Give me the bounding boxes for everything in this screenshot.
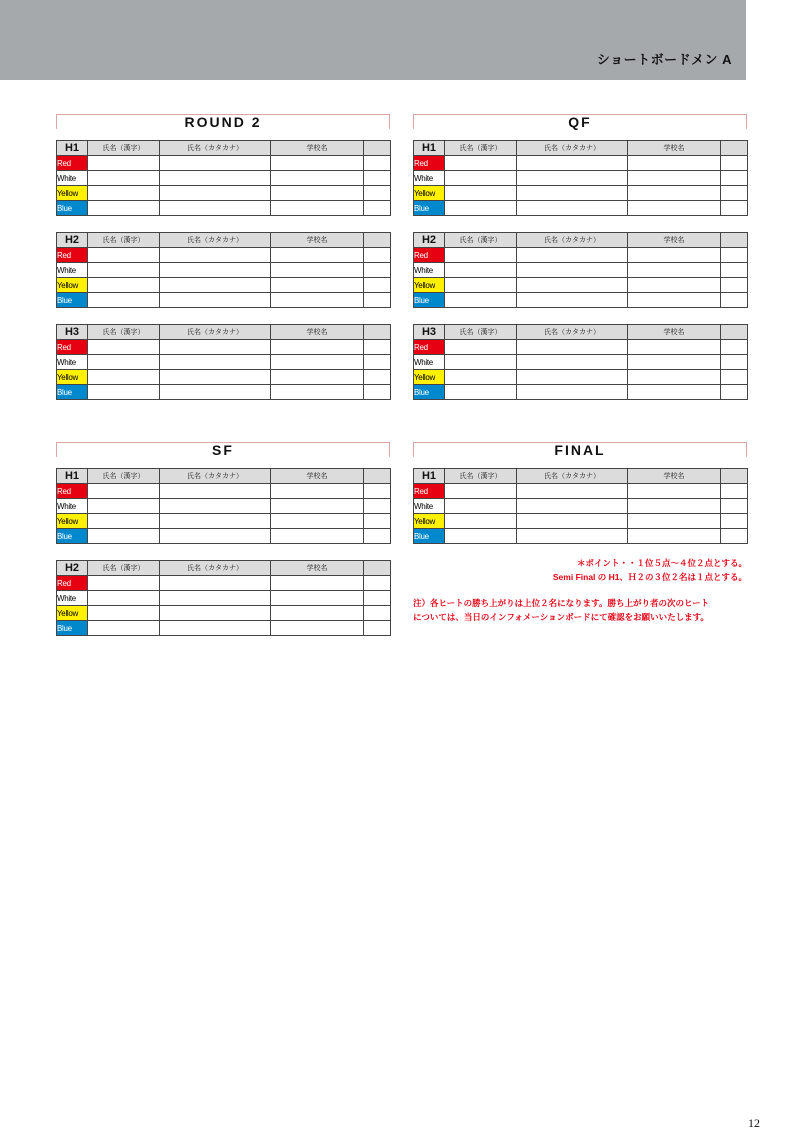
- entry-cell[interactable]: [721, 514, 748, 529]
- table-row: [57, 576, 391, 591]
- column-header: 氏名（カタカナ）: [160, 561, 271, 576]
- section-title-text: SF: [212, 442, 234, 458]
- entry-cell[interactable]: [364, 293, 391, 308]
- column-header: 学校名: [628, 141, 721, 156]
- column-header: 氏名（カタカナ）: [160, 233, 271, 248]
- entry-cell[interactable]: [721, 156, 748, 171]
- entry-cell[interactable]: [364, 621, 391, 636]
- entry-cell[interactable]: [721, 355, 748, 370]
- entry-cell[interactable]: [160, 529, 271, 544]
- entry-cell[interactable]: [160, 156, 271, 171]
- entry-cell[interactable]: [628, 484, 721, 499]
- heat-label: H1: [414, 469, 445, 484]
- table-row: [414, 484, 748, 499]
- entry-cell[interactable]: [445, 263, 517, 278]
- entry-cell[interactable]: [721, 484, 748, 499]
- table-row: [414, 370, 748, 385]
- table-row: [414, 263, 748, 278]
- entry-cell[interactable]: [445, 248, 517, 263]
- entry-cell[interactable]: [88, 248, 160, 263]
- table-row: [57, 370, 391, 385]
- entry-cell[interactable]: [88, 293, 160, 308]
- entry-cell[interactable]: [364, 529, 391, 544]
- entry-cell[interactable]: [721, 248, 748, 263]
- entry-cell[interactable]: [628, 201, 721, 216]
- entry-cell[interactable]: [628, 355, 721, 370]
- column-header: [364, 561, 391, 576]
- section-sf: [56, 442, 390, 652]
- entry-cell[interactable]: [160, 606, 271, 621]
- column-header: 学校名: [271, 469, 364, 484]
- entry-cell[interactable]: [271, 370, 364, 385]
- color-label-red: Red: [57, 340, 88, 355]
- column-header: 氏名（漢字）: [445, 325, 517, 340]
- color-label-blue: Blue: [57, 201, 88, 216]
- section-title-final: [413, 442, 747, 457]
- entry-cell[interactable]: [88, 484, 160, 499]
- entry-cell[interactable]: [364, 201, 391, 216]
- entry-cell[interactable]: [517, 171, 628, 186]
- entry-cell[interactable]: [160, 514, 271, 529]
- table-row: [414, 156, 748, 171]
- color-label-white: White: [57, 591, 88, 606]
- section-title-text: ROUND 2: [184, 114, 262, 130]
- entry-cell[interactable]: [364, 499, 391, 514]
- column-header: 氏名（漢字）: [88, 141, 160, 156]
- entry-cell[interactable]: [160, 248, 271, 263]
- notes: [413, 556, 747, 624]
- table-row: [57, 201, 391, 216]
- entry-cell[interactable]: [517, 278, 628, 293]
- table-row: [57, 385, 391, 400]
- column-header: 学校名: [271, 561, 364, 576]
- entry-cell[interactable]: [88, 278, 160, 293]
- entry-cell[interactable]: [628, 514, 721, 529]
- entry-cell[interactable]: [88, 355, 160, 370]
- color-label-white: White: [57, 171, 88, 186]
- table-row: [57, 186, 391, 201]
- color-label-white: White: [414, 171, 445, 186]
- color-label-red: Red: [57, 156, 88, 171]
- column-header: [364, 325, 391, 340]
- column-header: 学校名: [628, 325, 721, 340]
- entry-cell[interactable]: [364, 576, 391, 591]
- column-header: [721, 325, 748, 340]
- heat-header-row: [57, 469, 391, 484]
- entry-cell[interactable]: [364, 263, 391, 278]
- entry-cell[interactable]: [88, 499, 160, 514]
- entry-cell[interactable]: [517, 514, 628, 529]
- table-row: [57, 499, 391, 514]
- section-round2: [56, 114, 390, 416]
- entry-cell[interactable]: [445, 278, 517, 293]
- column-header: 氏名（漢字）: [88, 325, 160, 340]
- entry-cell[interactable]: [445, 340, 517, 355]
- color-label-red: Red: [414, 340, 445, 355]
- color-label-red: Red: [414, 156, 445, 171]
- table-row: [57, 591, 391, 606]
- entry-cell[interactable]: [88, 576, 160, 591]
- section-title-round2: [56, 114, 390, 129]
- column-header: 学校名: [271, 325, 364, 340]
- note-points: ＊ポイント・・１位５点～４位２点とする。: [576, 558, 747, 568]
- heat-label: H2: [57, 233, 88, 248]
- entry-cell[interactable]: [517, 370, 628, 385]
- entry-cell[interactable]: [271, 156, 364, 171]
- color-label-blue: Blue: [414, 385, 445, 400]
- section-final: [413, 442, 747, 560]
- entry-cell[interactable]: [517, 263, 628, 278]
- entry-cell[interactable]: [160, 355, 271, 370]
- note-advance: 注）各ヒートの勝ち上がりは上位２名になります。勝ち上がり者の次のヒート: [413, 598, 710, 608]
- entry-cell[interactable]: [88, 529, 160, 544]
- entry-cell[interactable]: [160, 385, 271, 400]
- entry-cell[interactable]: [721, 385, 748, 400]
- color-label-yellow: Yellow: [57, 606, 88, 621]
- entry-cell[interactable]: [721, 340, 748, 355]
- table-row: [57, 293, 391, 308]
- table-row: [414, 186, 748, 201]
- entry-cell[interactable]: [364, 606, 391, 621]
- entry-cell[interactable]: [445, 514, 517, 529]
- color-label-blue: Blue: [57, 529, 88, 544]
- heat-header-row: [414, 233, 748, 248]
- column-header: 氏名（漢字）: [88, 233, 160, 248]
- column-header: 氏名（カタカナ）: [517, 141, 628, 156]
- entry-cell[interactable]: [445, 529, 517, 544]
- color-label-white: White: [57, 263, 88, 278]
- color-label-white: White: [57, 499, 88, 514]
- entry-cell[interactable]: [271, 385, 364, 400]
- table-row: [57, 484, 391, 499]
- heat-label: H2: [414, 233, 445, 248]
- entry-cell[interactable]: [271, 514, 364, 529]
- entry-cell[interactable]: [271, 340, 364, 355]
- entry-cell[interactable]: [364, 278, 391, 293]
- color-label-white: White: [57, 355, 88, 370]
- table-row: [57, 340, 391, 355]
- heat-header-row: [57, 141, 391, 156]
- entry-cell[interactable]: [628, 171, 721, 186]
- entry-cell[interactable]: [88, 370, 160, 385]
- color-label-yellow: Yellow: [414, 278, 445, 293]
- column-header: 氏名（カタカナ）: [160, 469, 271, 484]
- entry-cell[interactable]: [628, 248, 721, 263]
- entry-cell[interactable]: [517, 385, 628, 400]
- entry-cell[interactable]: [628, 529, 721, 544]
- entry-cell[interactable]: [445, 385, 517, 400]
- entry-cell[interactable]: [445, 499, 517, 514]
- heat-table-sf-h2: [56, 560, 391, 636]
- entry-cell[interactable]: [160, 621, 271, 636]
- color-label-blue: Blue: [414, 201, 445, 216]
- column-header: 学校名: [628, 233, 721, 248]
- heat-header-row: [414, 325, 748, 340]
- entry-cell[interactable]: [517, 186, 628, 201]
- table-row: [414, 529, 748, 544]
- entry-cell[interactable]: [445, 484, 517, 499]
- column-header: [364, 233, 391, 248]
- column-header: 氏名（漢字）: [88, 469, 160, 484]
- entry-cell[interactable]: [721, 370, 748, 385]
- entry-cell[interactable]: [160, 499, 271, 514]
- entry-cell[interactable]: [628, 263, 721, 278]
- section-qf: [413, 114, 747, 416]
- heat-table-qf-h1: [413, 140, 748, 216]
- entry-cell[interactable]: [160, 340, 271, 355]
- entry-cell[interactable]: [160, 171, 271, 186]
- entry-cell[interactable]: [271, 171, 364, 186]
- color-label-white: White: [414, 499, 445, 514]
- entry-cell[interactable]: [364, 514, 391, 529]
- color-label-blue: Blue: [57, 621, 88, 636]
- entry-cell[interactable]: [160, 201, 271, 216]
- entry-cell[interactable]: [721, 293, 748, 308]
- color-label-yellow: Yellow: [57, 370, 88, 385]
- column-header: 氏名（漢字）: [88, 561, 160, 576]
- entry-cell[interactable]: [721, 201, 748, 216]
- entry-cell[interactable]: [628, 385, 721, 400]
- table-row: [414, 248, 748, 263]
- table-row: [57, 278, 391, 293]
- entry-cell[interactable]: [160, 186, 271, 201]
- entry-cell[interactable]: [445, 171, 517, 186]
- entry-cell[interactable]: [517, 201, 628, 216]
- entry-cell[interactable]: [88, 591, 160, 606]
- heat-label: H3: [414, 325, 445, 340]
- heat-header-row: [414, 141, 748, 156]
- entry-cell[interactable]: [364, 248, 391, 263]
- heat-header-row: [414, 469, 748, 484]
- entry-cell[interactable]: [271, 201, 364, 216]
- color-label-white: White: [414, 355, 445, 370]
- heat-header-row: [57, 325, 391, 340]
- entry-cell[interactable]: [160, 263, 271, 278]
- entry-cell[interactable]: [628, 293, 721, 308]
- column-header: 氏名（カタカナ）: [160, 141, 271, 156]
- entry-cell[interactable]: [160, 484, 271, 499]
- heat-label: H1: [57, 469, 88, 484]
- color-label-white: White: [414, 263, 445, 278]
- entry-cell[interactable]: [88, 201, 160, 216]
- entry-cell[interactable]: [88, 186, 160, 201]
- entry-cell[interactable]: [364, 355, 391, 370]
- entry-cell[interactable]: [628, 499, 721, 514]
- entry-cell[interactable]: [160, 591, 271, 606]
- entry-cell[interactable]: [445, 201, 517, 216]
- entry-cell[interactable]: [364, 340, 391, 355]
- table-row: [414, 385, 748, 400]
- color-label-red: Red: [414, 484, 445, 499]
- table-row: [57, 621, 391, 636]
- note-semifinal: Semi Final の H1、Ｈ２の３位２名は１点とする。: [552, 572, 747, 582]
- entry-cell[interactable]: [271, 606, 364, 621]
- entry-cell[interactable]: [721, 499, 748, 514]
- entry-cell[interactable]: [88, 156, 160, 171]
- entry-cell[interactable]: [721, 529, 748, 544]
- entry-cell[interactable]: [721, 186, 748, 201]
- table-row: [57, 606, 391, 621]
- heat-table-round2-h1: [56, 140, 391, 216]
- heat-table-round2-h3: [56, 324, 391, 400]
- table-row: [414, 171, 748, 186]
- color-label-yellow: Yellow: [414, 370, 445, 385]
- table-row: [414, 499, 748, 514]
- table-row: [57, 171, 391, 186]
- color-label-yellow: Yellow: [414, 514, 445, 529]
- column-header: 学校名: [628, 469, 721, 484]
- section-title-sf: [56, 442, 390, 457]
- section-title-text: FINAL: [554, 442, 606, 458]
- color-label-blue: Blue: [414, 529, 445, 544]
- table-row: [57, 248, 391, 263]
- entry-cell[interactable]: [517, 529, 628, 544]
- color-label-yellow: Yellow: [57, 514, 88, 529]
- section-title-text: QF: [568, 114, 592, 130]
- table-row: [57, 156, 391, 171]
- entry-cell[interactable]: [517, 340, 628, 355]
- color-label-red: Red: [57, 248, 88, 263]
- entry-cell[interactable]: [445, 370, 517, 385]
- entry-cell[interactable]: [88, 385, 160, 400]
- entry-cell[interactable]: [160, 293, 271, 308]
- entry-cell[interactable]: [364, 156, 391, 171]
- column-header: [364, 469, 391, 484]
- entry-cell[interactable]: [88, 606, 160, 621]
- heat-label: H2: [57, 561, 88, 576]
- column-header: 氏名（カタカナ）: [517, 325, 628, 340]
- column-header: [364, 141, 391, 156]
- entry-cell[interactable]: [364, 186, 391, 201]
- page-number: 12: [748, 1116, 760, 1130]
- color-label-yellow: Yellow: [57, 278, 88, 293]
- column-header: 氏名（漢字）: [445, 141, 517, 156]
- entry-cell[interactable]: [160, 576, 271, 591]
- entry-cell[interactable]: [364, 591, 391, 606]
- column-header: 氏名（カタカナ）: [160, 325, 271, 340]
- entry-cell[interactable]: [160, 370, 271, 385]
- entry-cell[interactable]: [628, 340, 721, 355]
- entry-cell[interactable]: [271, 263, 364, 278]
- entry-cell[interactable]: [271, 293, 364, 308]
- entry-cell[interactable]: [517, 499, 628, 514]
- table-row: [414, 514, 748, 529]
- heat-label: H1: [414, 141, 445, 156]
- column-header: [721, 141, 748, 156]
- entry-cell[interactable]: [88, 171, 160, 186]
- column-header: 学校名: [271, 233, 364, 248]
- entry-cell[interactable]: [271, 248, 364, 263]
- entry-cell[interactable]: [160, 278, 271, 293]
- entry-cell[interactable]: [364, 484, 391, 499]
- table-row: [57, 529, 391, 544]
- table-row: [414, 340, 748, 355]
- entry-cell[interactable]: [445, 355, 517, 370]
- color-label-blue: Blue: [57, 293, 88, 308]
- column-header: 氏名（カタカナ）: [517, 469, 628, 484]
- color-label-blue: Blue: [414, 293, 445, 308]
- entry-cell[interactable]: [721, 171, 748, 186]
- entry-cell[interactable]: [88, 340, 160, 355]
- entry-cell[interactable]: [271, 355, 364, 370]
- heat-header-row: [57, 233, 391, 248]
- entry-cell[interactable]: [271, 621, 364, 636]
- color-label-red: Red: [57, 576, 88, 591]
- table-row: [414, 201, 748, 216]
- heat-header-row: [57, 561, 391, 576]
- entry-cell[interactable]: [88, 514, 160, 529]
- entry-cell[interactable]: [271, 278, 364, 293]
- entry-cell[interactable]: [628, 156, 721, 171]
- table-row: [414, 355, 748, 370]
- entry-cell[interactable]: [517, 355, 628, 370]
- entry-cell[interactable]: [517, 293, 628, 308]
- heat-table-final-h1: [413, 468, 748, 544]
- color-label-red: Red: [414, 248, 445, 263]
- column-header: 氏名（カタカナ）: [517, 233, 628, 248]
- entry-cell[interactable]: [721, 278, 748, 293]
- entry-cell[interactable]: [517, 484, 628, 499]
- table-row: [414, 278, 748, 293]
- entry-cell[interactable]: [88, 621, 160, 636]
- color-label-yellow: Yellow: [414, 186, 445, 201]
- heat-table-qf-h2: [413, 232, 748, 308]
- entry-cell[interactable]: [517, 248, 628, 263]
- entry-cell[interactable]: [628, 278, 721, 293]
- color-label-red: Red: [57, 484, 88, 499]
- entry-cell[interactable]: [271, 576, 364, 591]
- entry-cell[interactable]: [445, 186, 517, 201]
- color-label-yellow: Yellow: [57, 186, 88, 201]
- color-label-blue: Blue: [57, 385, 88, 400]
- entry-cell[interactable]: [445, 293, 517, 308]
- entry-cell[interactable]: [271, 499, 364, 514]
- entry-cell[interactable]: [445, 156, 517, 171]
- heat-table-sf-h1: [56, 468, 391, 544]
- heat-table-round2-h2: [56, 232, 391, 308]
- entry-cell[interactable]: [364, 171, 391, 186]
- heat-label: H1: [57, 141, 88, 156]
- page-title: ショートボードメン A: [596, 52, 732, 67]
- table-row: [57, 263, 391, 278]
- entry-cell[interactable]: [88, 263, 160, 278]
- entry-cell[interactable]: [721, 263, 748, 278]
- column-header: 氏名（漢字）: [445, 469, 517, 484]
- header-bar: [0, 0, 746, 80]
- column-header: [721, 469, 748, 484]
- entry-cell[interactable]: [628, 186, 721, 201]
- table-row: [414, 293, 748, 308]
- note-info-board: については、当日のインフォメーションボードにて確認をお願いいたします。: [413, 612, 709, 622]
- entry-cell[interactable]: [364, 370, 391, 385]
- table-row: [57, 514, 391, 529]
- entry-cell[interactable]: [271, 484, 364, 499]
- column-header: 学校名: [271, 141, 364, 156]
- column-header: [721, 233, 748, 248]
- entry-cell[interactable]: [517, 156, 628, 171]
- section-title-qf: [413, 114, 747, 129]
- table-row: [57, 355, 391, 370]
- heat-table-qf-h3: [413, 324, 748, 400]
- entry-cell[interactable]: [628, 370, 721, 385]
- column-header: 氏名（漢字）: [445, 233, 517, 248]
- entry-cell[interactable]: [364, 385, 391, 400]
- entry-cell[interactable]: [271, 186, 364, 201]
- entry-cell[interactable]: [271, 591, 364, 606]
- heat-label: H3: [57, 325, 88, 340]
- entry-cell[interactable]: [271, 529, 364, 544]
